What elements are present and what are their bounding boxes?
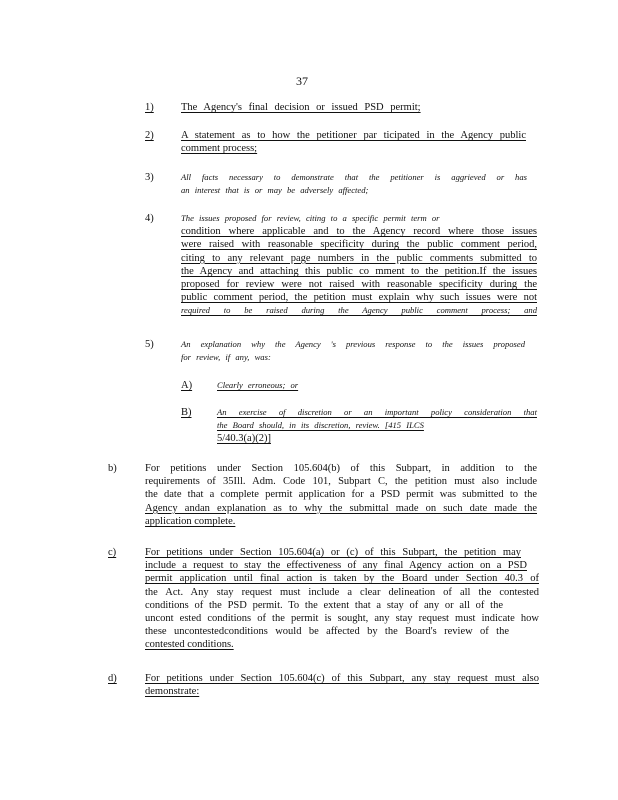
section-d-line: For petitions under Section 105.604(c) of this Subpart, any stay request must also: [145, 673, 539, 684]
section-c-line: contested conditions.: [145, 639, 234, 651]
item-B-line: An exercise of discretion or an important policy consideration that: [217, 407, 537, 417]
item-2-line: comment process;: [181, 143, 258, 155]
section-c-line: the Act. Any stay request must include a clear delineation of all the contested: [145, 586, 539, 598]
item-B-line: the Board should, in its discretion, review. [415 ILCS: [217, 420, 424, 431]
item-5-line: for review, if any, was:: [181, 352, 271, 363]
item-B: [217, 406, 537, 446]
item-label-B: B): [181, 407, 192, 418]
section-c-line: permit application until final action is taken by the Board under Section 40.3 of: [145, 573, 539, 585]
item-4: [181, 212, 537, 318]
item-2: [181, 129, 526, 155]
section-c-line: For petitions under Section 105.604(a) or (c) of this Subpart, the petition may: [145, 547, 521, 558]
item-4-line: the Agency and attaching this public co mment to the petition.If the issues: [181, 265, 537, 277]
item-4-line: proposed for review were not raised with reasonable specificity during the: [181, 279, 537, 291]
item-label-2: 2): [145, 130, 154, 141]
item-B-line: 5/40.3(a)(2)]: [217, 433, 271, 445]
item-3-line: All facts necessary to demonstrate that the petitioner is aggrieved or has: [181, 172, 527, 182]
item-A: [217, 379, 337, 392]
section-c-line: these uncontestedconditions would be affected by the Board's review of the: [145, 626, 509, 638]
item-4-line: required to be raised during the Agency public comment process; and: [181, 305, 537, 316]
item-4-line: citing to any relevant page numbers in the public comments submitted to: [181, 252, 537, 264]
section-b-line: requirements of 35Ill. Adm. Code 101, Subpart C, the petition must also include: [145, 476, 537, 488]
section-label-d: d): [108, 673, 117, 684]
item-4-line: public comment period, the petition must explain why such issues were not: [181, 292, 537, 304]
section-b-line: For petitions under Section 105.604(b) of this Subpart, in addition to the: [145, 463, 537, 474]
section-b: [145, 462, 537, 528]
item-label-A: A): [181, 380, 193, 391]
item-3-line: an interest that is or may be adversely affected;: [181, 185, 369, 196]
item-4-line: The issues proposed for review, citing to a specific permit term or: [181, 213, 440, 223]
section-b-line: the date that a complete permit application for a PSD permit was submitted to the: [145, 489, 537, 501]
section-c-line: uncont ested conditions of the permit is sought, any stay request must indicate how: [145, 613, 539, 625]
item-5-line: An explanation why the Agency 's previous response to the issues proposed: [181, 339, 525, 349]
item-4-line: were raised with reasonable specificity during the public comment period,: [181, 239, 537, 251]
item-1-text: The Agency's final decision or issued PSD permit;: [181, 102, 421, 113]
item-5: [181, 338, 525, 364]
item-4-line: condition where applicable and to the Agency record where those issues: [181, 226, 537, 238]
section-c: [145, 546, 539, 652]
section-c-line: include a request to stay the effectiveness of any final Agency action on a PSD: [145, 560, 527, 572]
item-3: [181, 171, 527, 197]
section-d: [145, 672, 539, 698]
section-b-line: application complete.: [145, 515, 236, 527]
section-d-line: demonstrate:: [145, 686, 200, 698]
item-label-4: 4): [145, 213, 154, 224]
item-A-text: Clearly erroneous; or: [217, 380, 299, 390]
item-label-3: 3): [145, 172, 154, 183]
page-number: 37: [296, 74, 308, 88]
section-label-c: c): [108, 547, 117, 558]
section-c-line: conditions of the PSD permit. To the extent that a stay of any or all of the: [145, 599, 503, 611]
section-b-line: Agency andan explanation as to why the submittal made on such date made the: [145, 502, 537, 514]
item-label-5: 5): [145, 339, 154, 350]
item-1: [181, 101, 421, 114]
section-label-b: b): [108, 463, 117, 474]
item-label-1: 1): [145, 102, 154, 113]
item-2-line: A statement as to how the petitioner par ticipated in the Agency public: [181, 130, 526, 141]
